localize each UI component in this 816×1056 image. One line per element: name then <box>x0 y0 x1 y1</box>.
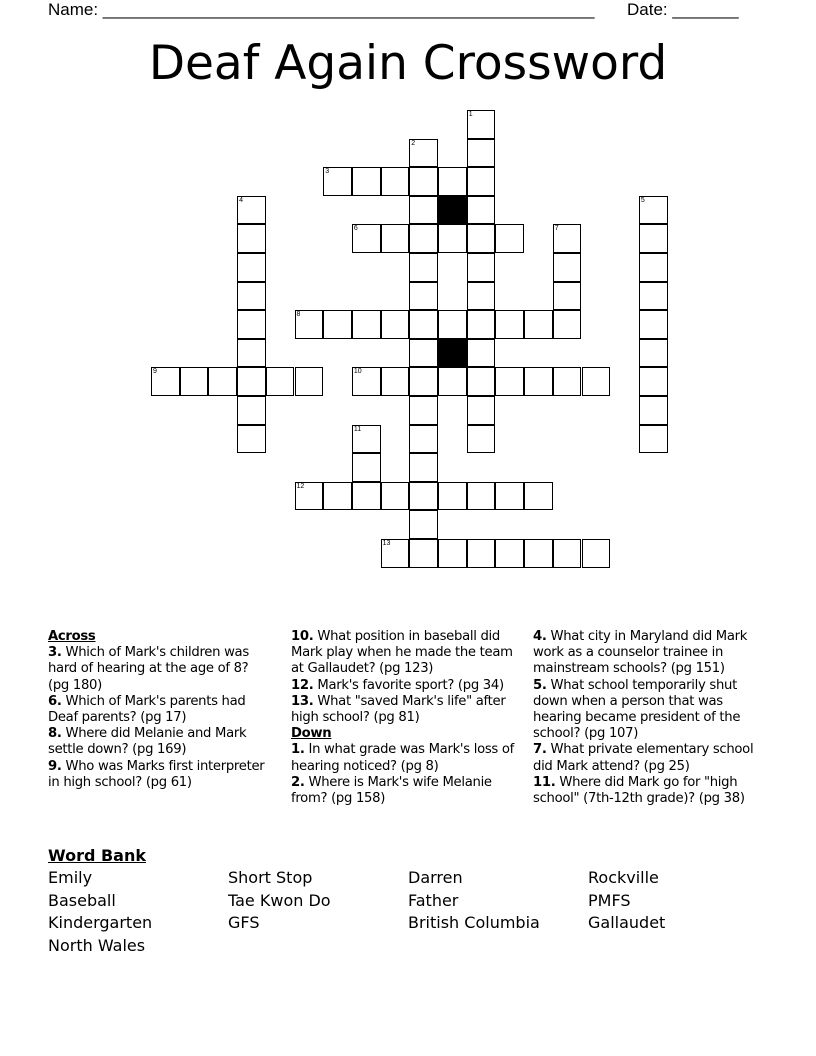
clue-num: 3. <box>48 645 62 661</box>
across-clue <box>291 678 516 694</box>
word-bank-item: Gallaudet <box>588 913 666 933</box>
grid-cell[interactable] <box>639 396 668 425</box>
clue-text: In what grade was Mark's loss of hearing noticed? (pg 8) <box>291 742 514 774</box>
grid-cell[interactable] <box>381 167 410 196</box>
grid-cell[interactable] <box>438 367 467 396</box>
word-bank-item: Father <box>408 890 459 910</box>
across-clue <box>291 694 516 726</box>
grid-cell[interactable] <box>553 224 582 253</box>
across-clue <box>291 629 516 678</box>
grid-cell[interactable] <box>409 310 438 339</box>
across-clue <box>48 726 273 758</box>
down-clue <box>533 629 773 678</box>
grid-cell[interactable] <box>524 310 553 339</box>
clue-text: Where did Melanie and Mark settle down? (pg 169) <box>48 726 247 758</box>
grid-cell[interactable] <box>495 224 524 253</box>
clue-number: 6 <box>353 225 358 233</box>
grid-cell[interactable] <box>553 539 582 568</box>
clue-num: 5. <box>533 677 547 693</box>
grid-cell[interactable] <box>639 196 668 225</box>
grid-cell[interactable] <box>438 539 467 568</box>
clue-num: 7. <box>533 742 547 758</box>
clue-text: Mark's favorite sport? (pg 34) <box>317 677 504 693</box>
grid-cell[interactable] <box>409 539 438 568</box>
clue-number: 7 <box>554 225 559 233</box>
clues-column-2 <box>291 629 516 807</box>
word-bank-item: Darren <box>408 868 463 887</box>
word-bank-item: North Wales <box>48 936 146 956</box>
clue-text: Which of Mark's parents had Deaf parents? (pg 17) <box>48 693 246 726</box>
black-cell <box>438 196 467 225</box>
grid-cell[interactable] <box>409 510 438 539</box>
grid-cell[interactable] <box>582 539 611 568</box>
grid-cell[interactable] <box>467 425 496 454</box>
grid-cell[interactable] <box>639 339 668 368</box>
grid-cell[interactable] <box>352 224 381 253</box>
grid-cell[interactable] <box>553 310 582 339</box>
grid-cell[interactable] <box>352 453 381 482</box>
clue-num: 13. <box>291 693 314 709</box>
grid-cell[interactable] <box>467 539 496 568</box>
clue-number: 9 <box>153 368 157 376</box>
word-bank-item: Emily <box>48 868 93 887</box>
clue-number: 13 <box>382 540 391 547</box>
grid-cell[interactable] <box>553 367 582 396</box>
down-clue <box>533 742 773 774</box>
grid-cell[interactable] <box>467 482 496 511</box>
clue-number: 8 <box>296 311 301 319</box>
across-heading: Across <box>48 629 96 644</box>
grid-cell[interactable] <box>639 253 668 282</box>
clue-num: 6. <box>48 693 62 709</box>
clue-text: What private elementary school did Mark attend? (pg 25) <box>533 742 754 774</box>
clue-num: 9. <box>48 758 62 774</box>
grid-cell[interactable] <box>639 367 668 396</box>
grid-cell[interactable] <box>381 539 410 568</box>
grid-cell[interactable] <box>438 167 467 196</box>
across-clue <box>48 759 273 791</box>
clue-number: 11 <box>353 425 362 433</box>
grid-cell[interactable] <box>467 224 496 253</box>
grid-cell[interactable] <box>524 367 553 396</box>
grid-cell[interactable] <box>467 339 496 368</box>
grid-cell[interactable] <box>467 367 496 396</box>
word-bank-item: Baseball <box>48 890 116 910</box>
grid-cell[interactable] <box>495 367 524 396</box>
grid-cell[interactable] <box>409 224 438 253</box>
down-clue <box>291 742 516 774</box>
clue-num: 8. <box>48 726 62 742</box>
grid-cell[interactable] <box>639 224 668 253</box>
grid-cell[interactable] <box>467 167 496 196</box>
word-bank-item: Rockville <box>588 868 659 887</box>
word-bank-item: Kindergarten <box>48 913 153 933</box>
grid-cell[interactable] <box>323 482 352 511</box>
grid-cell[interactable] <box>495 539 524 568</box>
grid-cell[interactable] <box>180 367 209 396</box>
grid-cell[interactable] <box>237 396 266 425</box>
grid-cell[interactable] <box>409 367 438 396</box>
grid-cell[interactable] <box>409 167 438 196</box>
grid-cell[interactable] <box>237 367 266 396</box>
down-heading: Down <box>291 726 332 742</box>
page-title: Deaf Again Crossword <box>148 36 668 91</box>
grid-cell[interactable] <box>409 396 438 425</box>
clue-text: Who was Marks first interpreter in high school? (pg 61) <box>48 758 265 790</box>
grid-cell[interactable] <box>208 367 237 396</box>
clue-text: What city in Maryland did Mark work as a counselor trainee in mainstream schools? (pg 151) <box>533 629 748 677</box>
grid-cell[interactable] <box>639 282 668 311</box>
grid-cell[interactable] <box>237 282 266 311</box>
clue-text: Where is Mark's wife Melanie from? (pg 158) <box>291 774 492 807</box>
clue-number: 3 <box>325 168 330 176</box>
grid-cell[interactable] <box>352 310 381 339</box>
grid-cell[interactable] <box>438 224 467 253</box>
clue-text: What "saved Mark's life" after high school? (pg 81) <box>291 693 506 726</box>
clue-text: Which of Mark's children was hard of hearing at the age of 8? (pg 180) <box>48 645 249 693</box>
grid-cell[interactable] <box>266 367 295 396</box>
clue-text: Where did Mark go for "high school" (7th-12th grade)? (pg 38) <box>533 774 745 807</box>
grid-cell[interactable] <box>295 482 324 511</box>
clue-number: 12 <box>296 482 305 490</box>
grid-cell[interactable] <box>438 310 467 339</box>
clue-number: 4 <box>239 196 243 204</box>
grid-cell[interactable] <box>409 453 438 482</box>
clue-text: What school temporarily shut down when a person that was hearing became president of the school? (pg 107) <box>533 677 741 742</box>
grid-cell[interactable] <box>495 482 524 511</box>
grid-cell[interactable] <box>295 310 324 339</box>
grid-cell[interactable] <box>409 253 438 282</box>
clues-column-3 <box>533 629 773 807</box>
down-clue <box>291 775 516 807</box>
grid-cell[interactable] <box>323 310 352 339</box>
grid-cell[interactable] <box>639 425 668 454</box>
grid-cell[interactable] <box>409 339 438 368</box>
across-clue <box>48 694 273 726</box>
clues-column-1 <box>48 629 273 791</box>
word-bank-item: Short Stop <box>228 868 313 887</box>
grid-cell[interactable] <box>438 482 467 511</box>
word-bank-item: GFS <box>228 913 260 933</box>
grid-cell[interactable] <box>352 425 381 454</box>
clue-number: 5 <box>640 196 645 204</box>
grid-cell[interactable] <box>467 110 496 139</box>
clue-num: 4. <box>533 629 547 644</box>
grid-cell[interactable] <box>409 425 438 454</box>
clue-number: 10 <box>353 368 362 376</box>
grid-cell[interactable] <box>151 367 180 396</box>
grid-cell[interactable] <box>409 196 438 225</box>
down-clue <box>533 678 773 743</box>
word-bank-item: PMFS <box>588 890 631 910</box>
grid-cell[interactable] <box>352 367 381 396</box>
clue-number: 2 <box>411 139 416 147</box>
grid-cell[interactable] <box>467 196 496 225</box>
grid-cell[interactable] <box>323 167 352 196</box>
grid-cell[interactable] <box>409 282 438 311</box>
clue-number: 1 <box>468 111 473 118</box>
grid-cell[interactable] <box>295 367 324 396</box>
clue-num: 2. <box>291 774 305 790</box>
grid-cell[interactable] <box>467 310 496 339</box>
clue-num: 12. <box>291 677 314 693</box>
clue-num: 10. <box>291 629 314 644</box>
grid-cell[interactable] <box>352 167 381 196</box>
grid-cell[interactable] <box>381 482 410 511</box>
grid-cell[interactable] <box>467 282 496 311</box>
grid-cell[interactable] <box>381 310 410 339</box>
grid-cell[interactable] <box>409 482 438 511</box>
grid-cell[interactable] <box>467 139 496 168</box>
across-clue <box>48 645 273 694</box>
clue-num: 1. <box>291 742 305 758</box>
grid-cell[interactable] <box>237 224 266 253</box>
black-cell <box>438 339 467 368</box>
grid-cell[interactable] <box>639 310 668 339</box>
grid-cell[interactable] <box>467 253 496 282</box>
grid-cell[interactable] <box>237 253 266 282</box>
grid-cell[interactable] <box>381 224 410 253</box>
grid-cell[interactable] <box>524 482 553 511</box>
word-bank-item: British Columbia <box>408 913 540 933</box>
grid-cell[interactable] <box>553 282 582 311</box>
grid-cell[interactable] <box>582 367 611 396</box>
grid-cell[interactable] <box>467 396 496 425</box>
word-bank-item: Tae Kwon Do <box>228 890 331 910</box>
grid-cell[interactable] <box>553 253 582 282</box>
grid-cell[interactable] <box>237 310 266 339</box>
down-clue <box>533 775 773 807</box>
grid-cell[interactable] <box>381 367 410 396</box>
grid-cell[interactable] <box>352 482 381 511</box>
grid-cell[interactable] <box>409 139 438 168</box>
clue-text: What position in baseball did Mark play when he made the team at Gallaudet? (pg 123) <box>291 629 513 677</box>
clue-num: 11. <box>533 774 556 790</box>
name-field: Name: ____________________________________________________ <box>48 0 595 19</box>
grid-cell[interactable] <box>237 425 266 454</box>
word-bank-title: Word Bank <box>48 846 147 865</box>
grid-cell[interactable] <box>524 539 553 568</box>
grid-cell[interactable] <box>237 339 266 368</box>
grid-cell[interactable] <box>495 310 524 339</box>
grid-cell[interactable] <box>237 196 266 225</box>
date-field: Date: _______ <box>627 0 739 19</box>
